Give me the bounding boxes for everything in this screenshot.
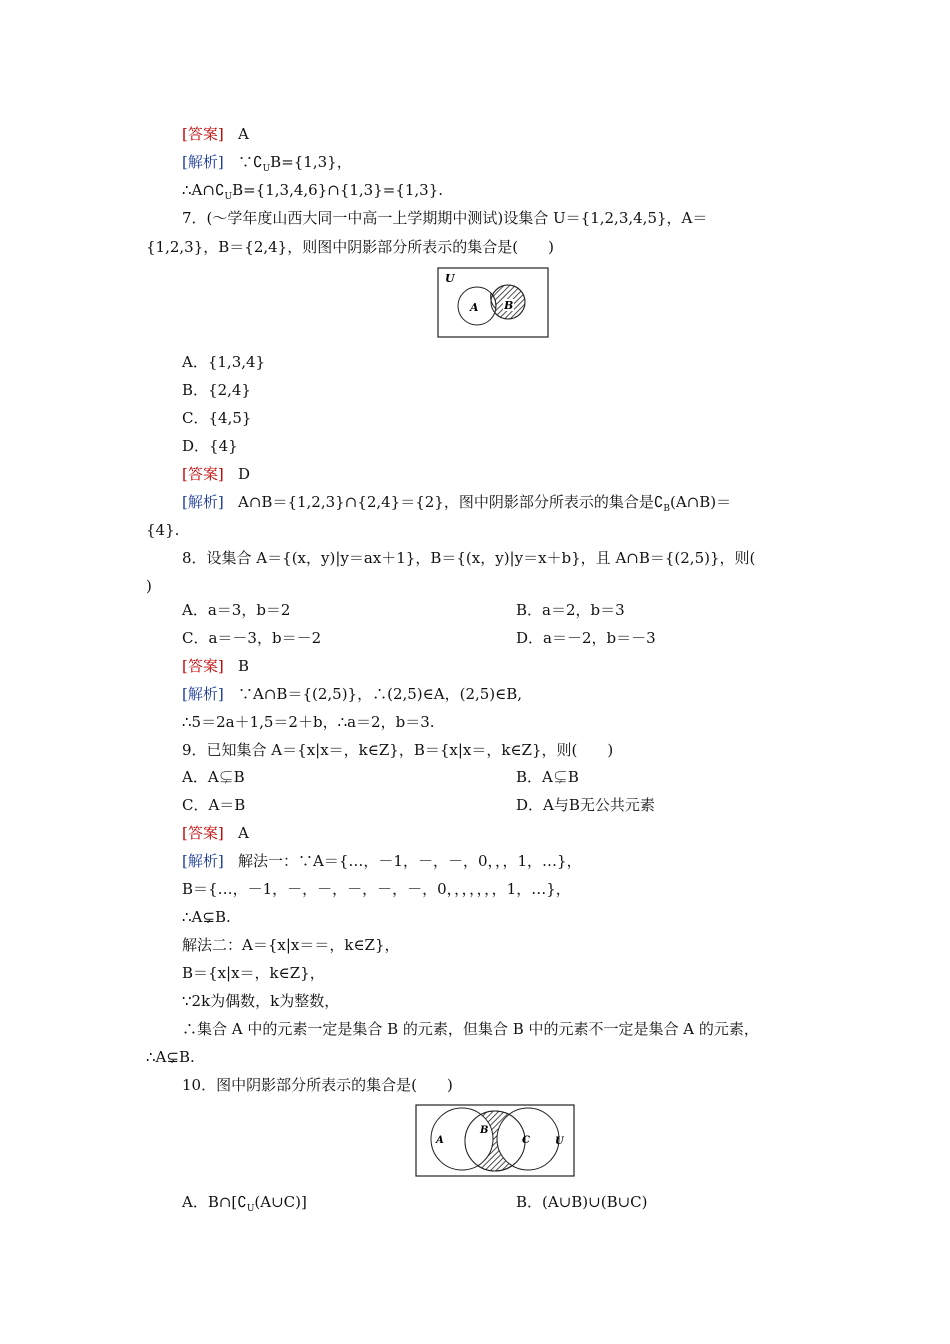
analysis-text: (A∩B)＝ — [670, 493, 732, 511]
q8-option-a: A．a＝3，b＝2 — [182, 601, 291, 619]
q7-analysis-2: {4}. — [146, 521, 180, 539]
q8-option-d: D．a＝－2，b＝－3 — [516, 629, 656, 647]
q10-venn-diagram — [415, 1104, 575, 1178]
q9-stem: 9．已知集合 A＝{x|x＝，k∈Z}，B＝{x|x＝，k∈Z}，则( ) — [182, 741, 614, 759]
q9-answer — [182, 823, 249, 843]
q7-stem-1: 7．(～学年度山西大同一中高一上学期期中测试)设集合 U＝{1,2,3,4,5}，A＝ — [182, 209, 708, 227]
q9-analysis-3: ∴A⊊B. — [182, 908, 231, 926]
q9-analysis-8: ∴A⊊B. — [146, 1048, 195, 1066]
q6-analysis-1 — [182, 152, 352, 179]
q8-answer — [182, 656, 249, 676]
option-text: A．B∩[∁ — [182, 1193, 247, 1211]
q7-analysis-1 — [182, 492, 731, 519]
q9-option-d: D．A与B无公共元素 — [516, 796, 655, 814]
q9-option-a: A．A⊊B — [182, 768, 245, 786]
subscript: U — [224, 192, 233, 202]
q8-analysis-1 — [182, 684, 522, 704]
label-u: U — [555, 1136, 564, 1147]
answer-tag: [答案] — [182, 657, 224, 675]
q6-answer — [182, 124, 249, 144]
q10-option-b: B．(A∪B)∪(B∪C) — [516, 1193, 648, 1211]
analysis-tag: [解析] — [182, 493, 224, 511]
analysis-text: 解法一：∵A＝{…，－1，－，－，0，，，1，…}， — [238, 852, 582, 870]
answer-value: D — [238, 465, 251, 483]
subscript: U — [246, 1204, 255, 1214]
q7-stem-2: {1,2,3}，B＝{2,4}，则图中阴影部分所表示的集合是( ) — [146, 238, 554, 256]
analysis-text: B={1,3}， — [270, 153, 352, 171]
analysis-text: ∴A∩∁ — [182, 181, 225, 199]
answer-tag: [答案] — [182, 465, 224, 483]
q8-analysis-2: ∴5＝2a＋1,5＝2＋b，∴a＝2，b＝3. — [182, 713, 435, 731]
label-b: B — [480, 1125, 489, 1136]
q7-option-b: B．{2,4} — [182, 381, 251, 399]
label-c: C — [522, 1135, 530, 1146]
q7-option-a: A．{1,3,4} — [182, 353, 266, 371]
answer-tag: [答案] — [182, 125, 224, 143]
q7-option-d: D．{4} — [182, 437, 238, 455]
analysis-text: ∵∁ — [238, 153, 263, 171]
q9-analysis-5: B＝{x|x＝，k∈Z}， — [182, 964, 325, 982]
answer-value: A — [238, 824, 249, 842]
answer-value: B — [238, 657, 250, 675]
answer-tag: [答案] — [182, 824, 224, 842]
analysis-text: B={1,3,4,6}∩{1,3}={1,3}. — [232, 181, 444, 199]
q9-analysis-2: B＝{…，－1，－，－，－，－，－，0，，，，，，，1，…}， — [182, 880, 571, 898]
answer-value: A — [238, 125, 249, 143]
q8-stem-2: ) — [146, 577, 152, 595]
option-text: (A∪C)] — [254, 1193, 307, 1211]
q7-venn-diagram — [437, 267, 549, 339]
q8-option-c: C．a＝－3，b＝－2 — [182, 629, 322, 647]
q8-stem-1: 8．设集合 A＝{(x，y)|y＝ax＋1}，B＝{(x，y)|y＝x＋b}，且 A∩B＝{(2,5)}，则( — [182, 549, 756, 567]
q9-analysis-6: ∵2k为偶数，k为整数， — [182, 992, 340, 1010]
analysis-tag: [解析] — [182, 852, 224, 870]
q7-option-c: C．{4,5} — [182, 409, 252, 427]
q9-analysis-7: ∴集合 A 中的元素一定是集合 B 的元素，但集合 B 中的元素不一定是集合 A 的元素， — [182, 1020, 759, 1038]
q9-analysis-1 — [182, 851, 582, 871]
analysis-tag: [解析] — [182, 153, 224, 171]
label-b: B — [504, 299, 514, 312]
analysis-tag: [解析] — [182, 685, 224, 703]
q6-analysis-2 — [182, 180, 443, 207]
subscript: U — [262, 164, 271, 174]
q7-answer — [182, 464, 250, 484]
q8-option-b: B．a＝2，b＝3 — [516, 601, 625, 619]
subscript: B — [663, 504, 671, 514]
q9-option-c: C．A＝B — [182, 796, 246, 814]
label-u: U — [445, 272, 455, 285]
label-a: A — [436, 1135, 444, 1146]
q10-option-a — [182, 1192, 307, 1219]
label-a: A — [470, 301, 479, 314]
q9-option-b: B．A⊊B — [516, 768, 579, 786]
q10-stem: 10．图中阴影部分所表示的集合是( ) — [182, 1076, 453, 1094]
analysis-text: ∵A∩B＝{(2,5)}，∴(2,5)∈A，(2,5)∈B, — [238, 685, 523, 703]
q9-analysis-4: 解法二：A＝{x|x＝＝，k∈Z}， — [182, 936, 400, 954]
analysis-text: A∩B＝{1,2,3}∩{2,4}＝{2}，图中阴影部分所表示的集合是∁ — [238, 493, 664, 511]
